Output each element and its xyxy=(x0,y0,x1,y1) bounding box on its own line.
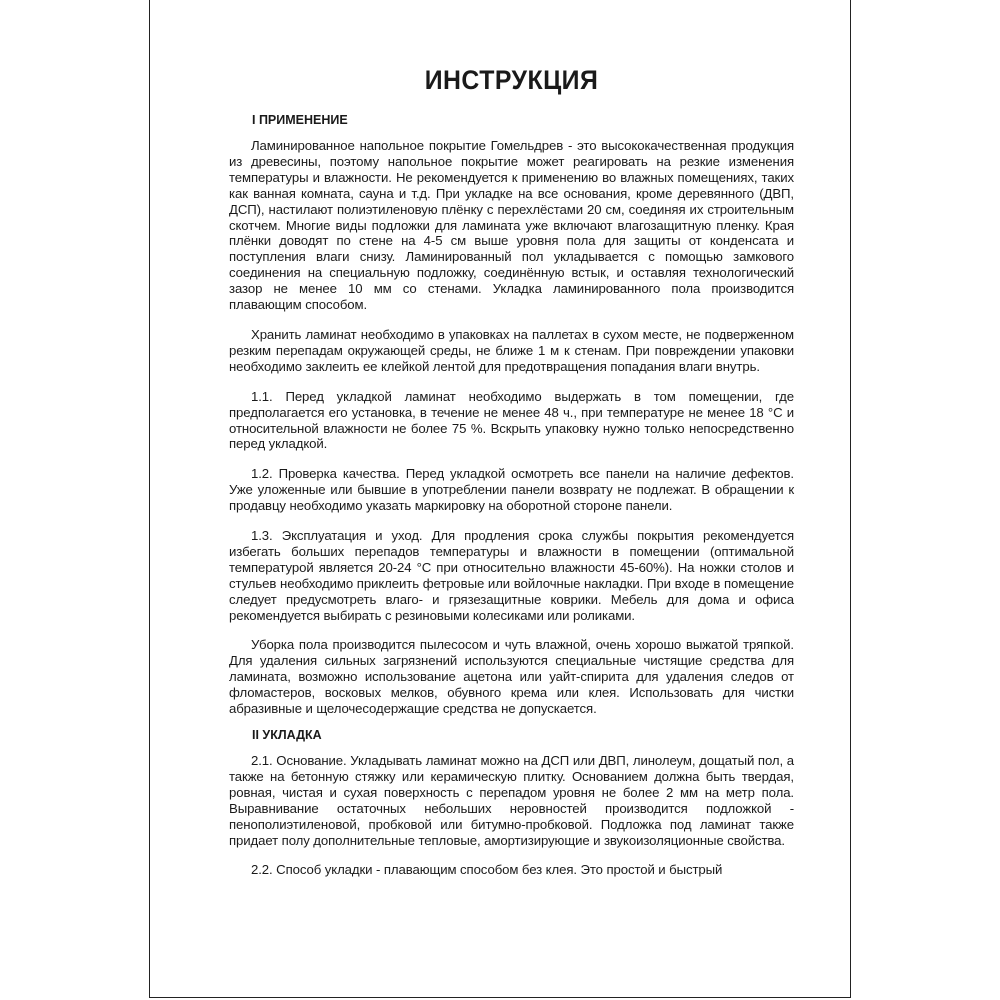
paragraph: 2.1. Основание. Укладывать ламинат можно на ДСП или ДВП, линолеум, дощатый пол, а также на бетонную стяжку или керамическую плитку. Основанием должна быть твердая, ровная, чистая и сухая поверхность с перепадом уровня не более 2 мм на метр пола. Выравнивание остаточных небольших неровностей производится подложкой - пенополиэтиленовой, пробковой или битумно-пробковой. Подложка под ламинат также придает полу дополнительные тепловые, амортизирующие и звукоизоляционные свойства. xyxy=(229,753,794,848)
section-heading-installation: II УКЛАДКА xyxy=(252,728,322,742)
paragraph: 1.3. Эксплуатация и уход. Для продления срока службы покрытия рекомендуется избегать больших перепадов температуры и влажности в помещении (оптимальной температурой является 20-24 °С при относительно влажности 45-60%). На ножки столов и стульев необходимо приклеить фетровые или войлочные накладки. При входе в помещение следует предусмотреть влаго- и грязезащитные коврики. Мебель для дома и офиса рекомендуется выбирать с резиновыми колесиками или роликами. xyxy=(229,528,794,623)
document-content xyxy=(229,62,794,878)
paragraph: 1.2. Проверка качества. Перед укладкой осмотреть все панели на наличие дефектов. Уже уложенные или бывшие в употреблении панели возврату не подлежат. В обращении к продавцу необходимо указать маркировку на оборотной стороне панели. xyxy=(229,466,794,514)
document-title: ИНСТРУКЦИЯ xyxy=(424,65,599,95)
paragraph: 1.1. Перед укладкой ламинат необходимо выдержать в том помещении, где предполагается его установка, в течение не менее 48 ч., при температуре не менее 18 °С и относительной влажности не более 75 %. Вскрыть упаковку нужно только непосредственно перед укладкой. xyxy=(229,388,794,452)
document-page xyxy=(149,0,851,998)
paragraph: Хранить ламинат необходимо в упаковках на паллетах в сухом месте, не подверженном резким перепадам окружающей среды, не ближе 1 м к стенам. При повреждении упаковки необходимо заклеить ее клейкой лентой для предотвращения попадания влаги внутрь. xyxy=(229,326,794,374)
section-heading-application: I ПРИМЕНЕНИЕ xyxy=(252,113,348,127)
paragraph: Уборка пола производится пылесосом и чуть влажной, очень хорошо выжатой тряпкой. Для удаления сильных загрязнений используются специальные чистящие средства для ламината, возможно использование ацетона или уайт-спирита для удаления следов от фломастеров, восковых мелков, обувного крема или клея. Использовать для чистки абразивные и щелочесодержащие средства не допускается. xyxy=(229,637,794,717)
paragraph: 2.2. Способ укладки - плавающим способом без клея. Это простой и быстрый xyxy=(251,862,723,878)
paragraph: Ламинированное напольное покрытие Гомельдрев - это высококачественная продукция из древесины, поэтому напольное покрытие может реагировать на резкие изменения температуры и влажности. Не рекомендуется к применению во влажных помещениях, таких как ванная комната, сауна и т.д. При укладке на все основания, кроме деревянного (ДВП, ДСП), настилают полиэтиленовую плёнку с перехлёстами 20 см, соединяя их строительным скотчем. Многие виды подложки для ламината уже включают влагозащитную пленку. Края плёнки доводят по стене на 4-5 см выше уровня пола для защиты от конденсата и поступления влаги снизу. Ламинированный пол укладывается с помощью замкового соединения на специальную подложку, соединённую встык, и оставляя технологический зазор не менее 10 мм со стенами. Укладка ламинированного пола производится плавающим способом. xyxy=(229,138,794,313)
